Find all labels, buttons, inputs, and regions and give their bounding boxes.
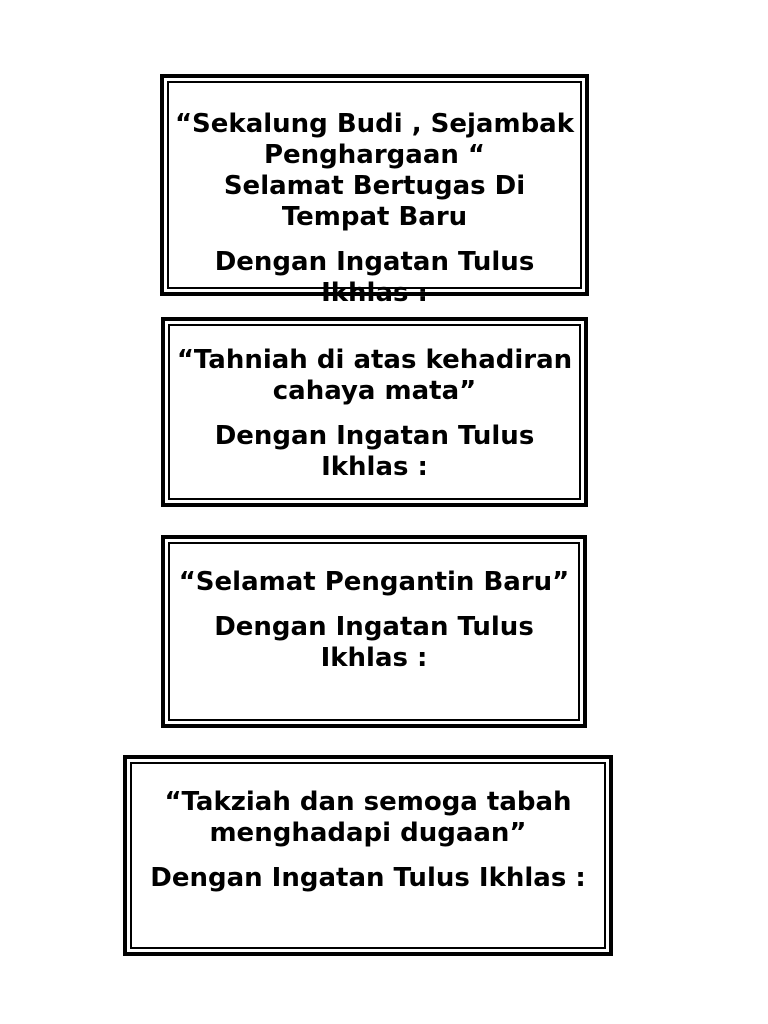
quote-line: “Sekalung Budi , Sejambak	[174, 109, 575, 139]
signoff-line: Ikhlas :	[320, 643, 428, 673]
quote-line: “Selamat Pengantin Baru”	[178, 567, 570, 597]
quote-line: Penghargaan “	[263, 140, 486, 170]
quote-line: Selamat Bertugas Di	[223, 171, 526, 201]
card-signoff	[132, 863, 604, 894]
card-inner-border	[130, 762, 606, 949]
card-quote	[132, 787, 604, 849]
greeting-card-tahniah-cahaya-mata	[161, 317, 588, 507]
signoff-line: Dengan Ingatan Tulus	[214, 247, 535, 277]
quote-line: “Takziah dan semoga tabah	[164, 787, 572, 817]
card-inner-border	[167, 81, 582, 308]
greeting-card-selamat-pengantin-baru	[161, 535, 587, 728]
greeting-card-takziah	[123, 755, 613, 956]
card-content	[169, 83, 580, 309]
card-content	[170, 326, 579, 483]
quote-line: “Tahniah di atas kehadiran	[176, 345, 573, 375]
signoff-line: Ikhlas :	[321, 452, 428, 482]
card-inner-border	[168, 542, 580, 721]
greeting-card-selamat-bertugas	[160, 74, 589, 308]
card-content	[170, 544, 578, 674]
signoff-line: Dengan Ingatan Tulus	[214, 421, 535, 451]
signoff-line-clipped: Ikhlas :	[321, 278, 428, 308]
card-signoff	[169, 247, 580, 309]
card-quote	[170, 567, 578, 598]
card-inner-border	[168, 324, 581, 500]
quote-line: menghadapi dugaan”	[209, 818, 527, 848]
signoff-line: Dengan Ingatan Tulus	[214, 612, 534, 642]
quote-line: cahaya mata”	[272, 376, 477, 406]
quote-line: Tempat Baru	[281, 202, 468, 232]
card-signoff	[170, 421, 579, 483]
card-signoff	[170, 612, 578, 674]
card-content	[132, 764, 604, 894]
signoff-line: Dengan Ingatan Tulus Ikhlas :	[150, 863, 586, 893]
card-quote	[170, 345, 579, 407]
card-quote	[169, 109, 580, 233]
